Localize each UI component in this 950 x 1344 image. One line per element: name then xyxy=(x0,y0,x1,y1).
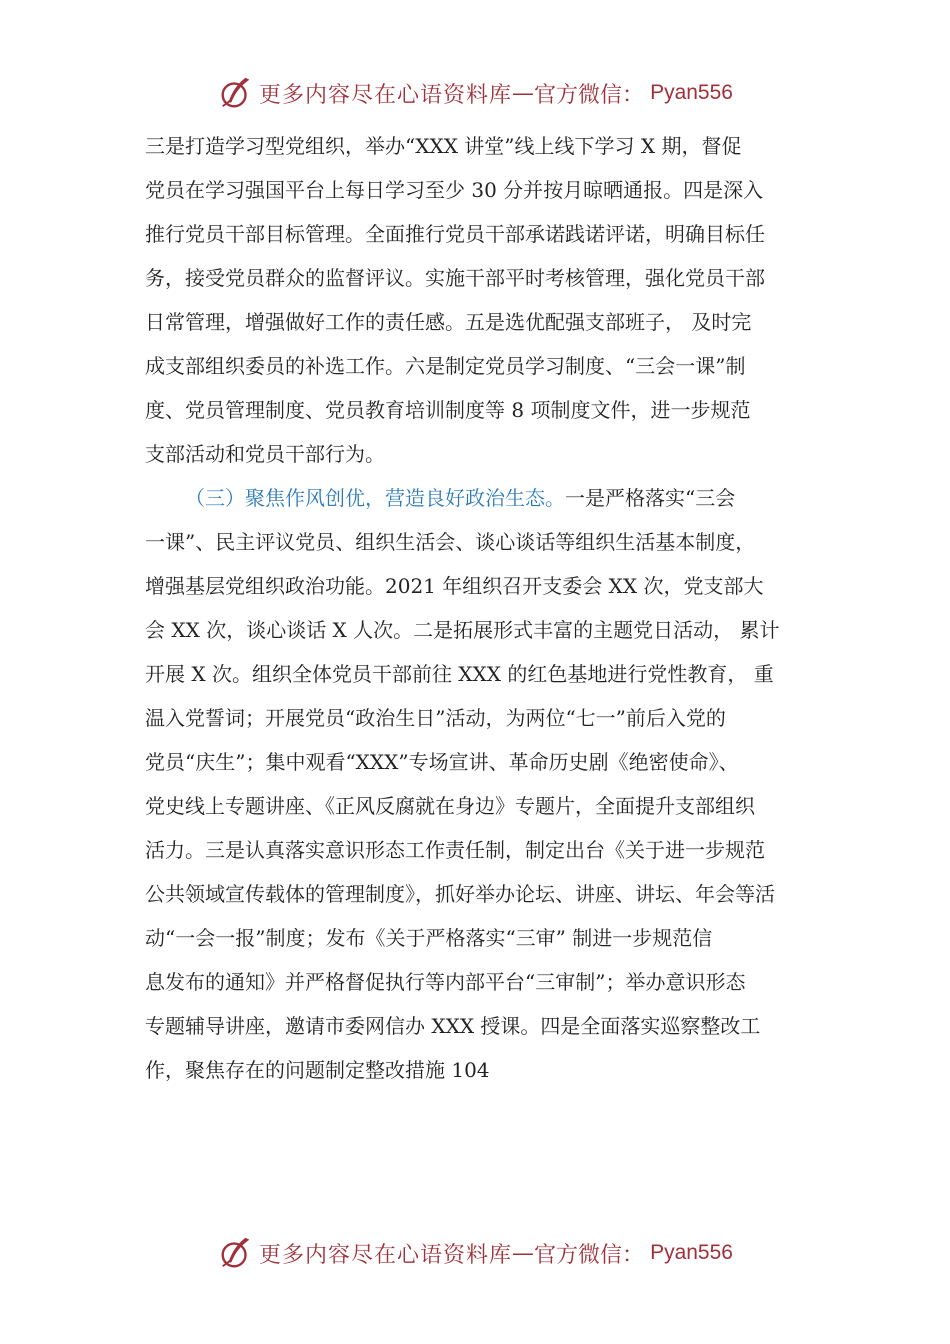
banner-separator: — xyxy=(512,80,535,106)
text-line: 一课”、民主评议党员、组织生活会、谈心谈话等组织生活基本制度， xyxy=(145,530,756,554)
text-line: 支部活动和党员干部行为。 xyxy=(145,442,385,466)
banner-wechat-id: Pyan556 xyxy=(650,1241,733,1264)
section-first-line xyxy=(145,476,825,520)
text-line: 成支部组织委员的补选工作。六是制定党员学习制度、“三会一课”制 xyxy=(145,354,746,378)
text-line: 务，接受党员群众的监督评议。实施干部平时考核管理，强化党员干部 xyxy=(145,266,765,290)
text-line: 息发布的通知》并严格督促执行等内部平台“三审制”；举办意识形态 xyxy=(145,970,746,994)
section-heading: （三）聚焦作风创优，营造良好政治生态。 xyxy=(185,486,565,510)
text-line: 公共领域宣传载体的管理制度》，抓好举办论坛、讲座、讲坛、年会等活 xyxy=(145,882,775,906)
text-line: 温入党誓词；开展党员“政治生日”活动，为两位“七一”前后入党的 xyxy=(145,706,726,730)
document-body xyxy=(145,124,825,1092)
text-line: 推行党员干部目标管理。全面推行党员干部承诺践诺评诺，明确目标任 xyxy=(145,222,765,246)
banner-wechat-label: 官方微信： xyxy=(534,1242,645,1268)
quill-pen-logo-icon xyxy=(217,1234,255,1272)
text-line: 活力。三是认真落实意识形态工作责任制，制定出台《关于进一步规范 xyxy=(145,838,765,862)
banner-text: 更多内容尽在心语资料库 xyxy=(259,1242,513,1268)
text-line: 会 XX 次，谈心谈话 X 人次。二是拓展形式丰富的主题党日活动， 累计 xyxy=(145,618,780,642)
text-line: 度、党员管理制度、党员教育培训制度等 8 项制度文件，进一步规范 xyxy=(145,398,751,422)
quill-pen-logo-icon xyxy=(217,74,255,112)
text-line: 专题辅导讲座，邀请市委网信办 XXX 授课。四是全面落实巡察整改工 xyxy=(145,1014,761,1038)
header-banner xyxy=(0,68,950,118)
text-line: 党员“庆生”；集中观看“XXX”专场宣讲、革命历史剧《绝密使命》、 xyxy=(145,750,739,774)
text-line: 增强基层党组织政治功能。2021 年组织召开支委会 XX 次，党支部大 xyxy=(145,574,764,598)
text-line: 日常管理，增强做好工作的责任感。五是选优配强支部班子， 及时完 xyxy=(145,310,752,334)
section-first-line-rest: 一是严格落实“三会 xyxy=(565,486,736,510)
banner-separator: — xyxy=(512,1240,535,1266)
text-line: 党史线上专题讲座、《正风反腐就在身边》专题片，全面提升支部组织 xyxy=(145,794,755,818)
text-line: 动“一会一报”制度；发布《关于严格落实“三审” 制进一步规范信 xyxy=(145,926,713,950)
text-line: 开展 X 次。组织全体党员干部前往 XXX 的红色基地进行党性教育， 重 xyxy=(145,662,774,686)
banner-wechat-label: 官方微信： xyxy=(534,82,645,108)
banner-wechat-id: Pyan556 xyxy=(650,81,733,104)
footer-banner xyxy=(0,1228,950,1278)
text-line: 作，聚焦存在的问题制定整改措施 104 xyxy=(145,1058,490,1082)
banner-text: 更多内容尽在心语资料库 xyxy=(259,82,513,108)
text-line: 三是打造学习型党组织，举办“XXX 讲堂”线上线下学习 X 期，督促 xyxy=(145,134,742,158)
text-line: 党员在学习强国平台上每日学习至少 30 分并按月晾晒通报。四是深入 xyxy=(145,178,764,202)
